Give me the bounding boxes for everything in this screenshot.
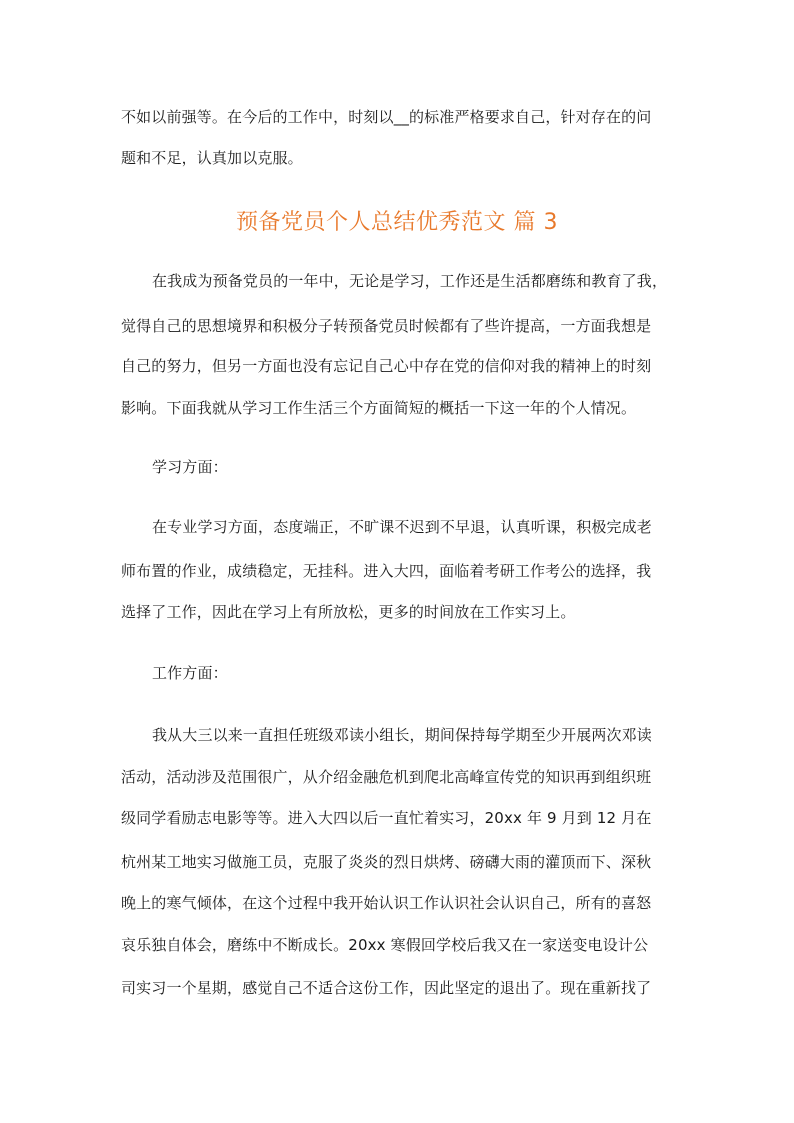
paragraph-line: 自己的努力，但另一方面也没有忘记自己心中存在党的信仰对我的精神上的时刻 — [121, 357, 652, 375]
heading-study: 学习方面： — [152, 458, 228, 476]
paragraph-line: 级同学看励志电影等等。进入大四以后一直忙着实习，20xx 年 9 月到 12 月在 — [121, 809, 652, 827]
paragraph-line: 活动，活动涉及范围很广，从介绍金融危机到爬北高峰宣传党的知识再到组织班 — [121, 768, 652, 786]
paragraph-line: 司实习一个星期，感觉自己不适合这份工作，因此坚定的退出了。现在重新找了 — [121, 979, 652, 997]
paragraph-line: 杭州某工地实习做施工员，克服了炎炎的烈日烘烤、磅礴大雨的灌顶而下、深秋 — [121, 853, 652, 871]
section-title: 预备党员个人总结优秀范文 篇 3 — [236, 210, 558, 235]
paragraph-line: 在我成为预备党员的一年中，无论是学习，工作还是生活都磨练和教育了我， — [152, 272, 668, 290]
paragraph-line: 影响。下面我就从学习工作生活三个方面简短的概括一下这一年的个人情况。 — [121, 399, 637, 417]
paragraph-line: 在专业学习方面，态度端正，不旷课不迟到不早退，认真听课，积极完成老 — [152, 518, 652, 536]
paragraph-line: 我从大三以来一直担任班级邓读小组长，期间保持每学期至少开展两次邓读 — [152, 726, 652, 744]
paragraph-line: 哀乐独自体会，磨练中不断成长。20xx 寒假回学校后我又在一家送变电设计公 — [121, 936, 649, 954]
paragraph-line: 不如以前强等。在今后的工作中，时刻以__的标准严格要求自己，针对存在的问 — [121, 108, 652, 126]
paragraph-line: 师布置的作业，成绩稳定，无挂科。进入大四，面临着考研工作考公的选择，我 — [121, 562, 652, 580]
paragraph-line: 题和不足，认真加以克服。 — [121, 149, 303, 167]
paragraph-line: 觉得自己的思想境界和积极分子转预备党员时候都有了些许提高，一方面我想是 — [121, 317, 652, 335]
heading-work: 工作方面： — [152, 664, 228, 682]
paragraph-line: 选择了工作，因此在学习上有所放松，更多的时间放在工作实习上。 — [121, 603, 576, 621]
paragraph-line: 晚上的寒气倾体，在这个过程中我开始认识工作认识社会认识自己，所有的喜怒 — [121, 894, 652, 912]
